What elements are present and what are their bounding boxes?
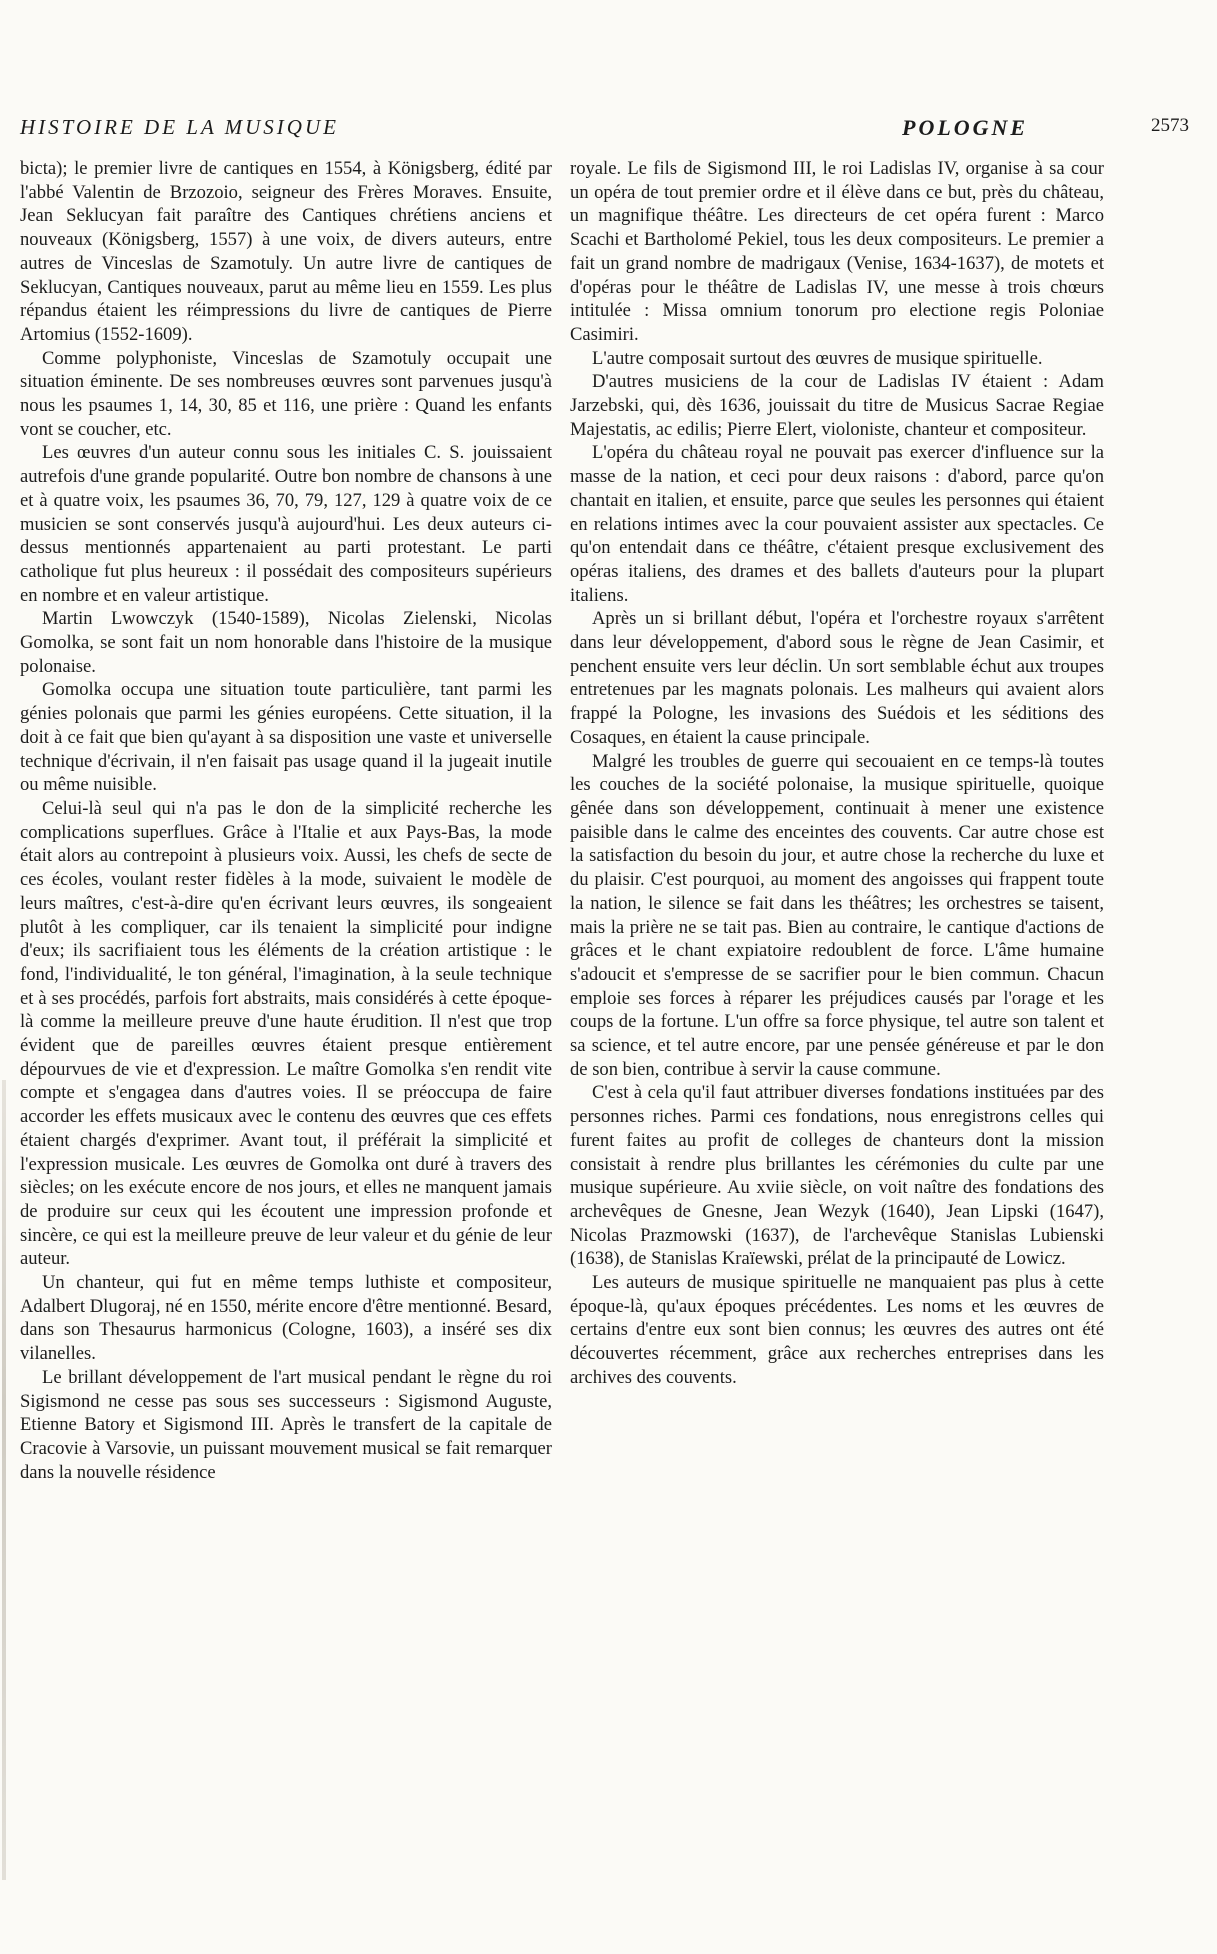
paragraph: bicta); le premier livre de cantiques en 1554, à Königsberg, édité par l'abbé Valentin de Brzozoio, seigneur des Frères Moraves. Ensuite, Jean Seklucyan fait paraître des Cantiques chrétiens anciens et nouveaux (Königsberg, 1557) à une voix, de divers auteurs, entre autres de Vinceslas de Szamotuly. Un autre livre de cantiques de Seklucyan, Cantiques nouveaux, parut au même lieu en 1559. Les plus répandus étaient les réimpressions du livre de cantiques de Pierre Artomius (1552-1609). <box>20 158 552 345</box>
paragraph: Comme polyphoniste, Vinceslas de Szamotuly occupait une situation éminente. De ses nombreuses œuvres sont parvenues jusqu'à nous les psaumes 1, 14, 30, 85 et 116, une prière : Quand les enfants vont se coucher, etc. <box>20 347 552 440</box>
section-title-header: POLOGNE <box>902 115 1029 140</box>
paragraph: L'opéra du château royal ne pouvait pas exercer d'influence sur la masse de la nation, et ceci pour deux raisons : d'abord, parce qu'on chantait en italien, et ensuite, parce que seules les personnes qui étaient en relations intimes avec la cour pouvaient assister aux spectacles. Ce qu'on entendait dans ce théâtre, c'étaient presque exclusivement des opéras italiens, des drames et des ballets d'auteurs pour la plupart italiens. <box>570 442 1104 606</box>
paragraph: Après un si brillant début, l'opéra et l'orchestre royaux s'arrêtent dans leur développement, d'abord sous le règne de Jean Casimir, et penchent ensuite vers leur déclin. Un sort semblable échut aux troupes entretenues par les magnats polonais. Les malheurs qui avaient alors frappé la Pologne, les invasions des Suédois et les séditions des Cosaques, en étaient la cause principale. <box>570 608 1104 748</box>
right-column <box>570 157 1104 1390</box>
left-column <box>20 157 552 1484</box>
paragraph: Un chanteur, qui fut en même temps luthiste et compositeur, Adalbert Dlugoraj, né en 1550, mérite encore d'être mentionné. Besard, dans son Thesaurus harmonicus (Cologne, 1603), a inséré ses dix vilanelles. <box>20 1272 552 1365</box>
book-title-header: HISTOIRE DE LA MUSIQUE <box>20 115 339 139</box>
paragraph: L'autre composait surtout des œuvres de musique spirituelle. <box>592 347 1043 369</box>
paragraph: Martin Lwowczyk (1540-1589), Nicolas Zielenski, Nicolas Gomolka, se sont fait un nom honorable dans l'histoire de la musique polonaise. <box>20 608 552 677</box>
paragraph: royale. Le fils de Sigismond III, le roi Ladislas IV, organise à sa cour un opéra de tout premier ordre et il élève dans ce but, près du château, un magnifique théâtre. Les directeurs de cet opéra furent : Marco Scachi et Bartholomé Pekiel, tous les deux compositeurs. Le premier a fait un grand nombre de madrigaux (Venise, 1634-1637), de motets et d'opéras pour le théâtre de Ladislas IV, une messe à trois chœurs intitulée : Missa omnium tonorum pro electione regis Poloniae Casimiri. <box>570 158 1104 345</box>
paragraph: D'autres musiciens de la cour de Ladislas IV étaient : Adam Jarzebski, qui, dès 1636, jouissait du titre de Musicus Sacrae Regiae Majestatis, ac edilis; Pierre Elert, violoniste, chanteur et compositeur. <box>570 371 1104 440</box>
paragraph: Les œuvres d'un auteur connu sous les initiales C. S. jouissaient autrefois d'une grande popularité. Outre bon nombre de chansons à une et à quatre voix, les psaumes 36, 70, 79, 127, 129 à quatre voix de ce musicien se sont conservés jusqu'à aujourd'hui. Les deux auteurs ci-dessus mentionnés appartenaient au parti protestant. Le parti catholique fut plus heureux : il possédait des compositeurs supérieurs en nombre et en valeur artistique. <box>20 442 552 606</box>
paragraph: Malgré les troubles de guerre qui secouaient en ce temps-là toutes les couches de la société polonaise, la musique spirituelle, quoique gênée dans son développement, continuait à mener une existence paisible dans le calme des enceintes des couvents. Car autre chose est la satisfaction du besoin du jour, et autre chose la recherche du luxe et du plaisir. C'est pourquoi, au moment des angoisses qui frappent toute la nation, le silence se fait dans les théâtres; les orchestres se taisent, mais la prière ne se tait pas. Bien au contraire, le cantique d'actions de grâces et le chant expiatoire redoublent de force. L'âme humaine s'adoucit et s'empresse de se sacrifier pour le bien commun. Chacun emploie ses forces à réparer les préjudices causés par l'orage et les coups de la fortune. L'un offre sa force physique, tel autre son talent et sa science, et tel autre encore, par une pensée généreuse et par le don de son bien, contribue à servir la cause commune. <box>570 750 1104 1080</box>
page-number: 2573 <box>1151 115 1189 136</box>
paragraph: Le brillant développement de l'art musical pendant le règne du roi Sigismond ne cesse pas sous ses successeurs : Sigismond Auguste, Etienne Batory et Sigismond III. Après le transfert de la capitale de Cracovie à Varsovie, un puissant mouvement musical se fait remarquer dans la nouvelle résidence <box>20 1366 552 1483</box>
paragraph: Gomolka occupa une situation toute particulière, tant parmi les génies polonais que parmi les génies européens. Cette situation, il la doit à ce fait que bien qu'ayant à sa disposition une vaste et universelle technique d'écrivain, il n'en faisait pas usage quand il la jugeait inutile ou même nuisible. <box>20 679 552 796</box>
running-header <box>20 115 1189 145</box>
paragraph: Les auteurs de musique spirituelle ne manquaient pas plus à cette époque-là, qu'aux époques précédentes. Les noms et les œuvres de certains d'entre eux sont bien connus; les œuvres des autres ont été découvertes récemment, grâce aux recherches entreprises dans les archives des couvents. <box>570 1272 1104 1388</box>
scan-margin-shadow <box>2 1080 6 1880</box>
paragraph: Celui-là seul qui n'a pas le don de la simplicité recherche les complications superflues. Grâce à l'Italie et aux Pays-Bas, la mode était alors au contrepoint à plusieurs voix. Aussi, les chefs de secte de ces écoles, voulant rester fidèles à la mode, suivaient le modèle de leurs maîtres, c'est-à-dire qu'en écrivant leurs œuvres, ils songeaient plutôt à les compliquer, car ils tenaient la simplicité pour indigne d'eux; ils sacrifiaient tous les éléments de la création artistique : le fond, l'individualité, le ton général, l'imagination, à la seule technique et à ses procédés, parfois fort abstraits, mais considérés à cette époque-là comme la meilleure preuve d'une haute érudition. Il n'est que trop évident que de pareilles œuvres étaient presque entièrement dépourvues de vie et d'expression. Le maître Gomolka s'en rendit vite compte et s'engagea dans d'autres voies. Il se préoccupa de faire accorder les effets musicaux avec le contenu des œuvres que ces effets étaient chargés d'exprimer. Avant tout, il préférait la simplicité et l'expression musicale. Les œuvres de Gomolka ont duré à travers des siècles; on les exécute encore de nos jours, et elles ne manquent jamais de produire sur ceux qui les écoutent une impression profonde et sincère, ce qui est la meilleure preuve de leur valeur et du génie de leur auteur. <box>20 797 552 1270</box>
paragraph: C'est à cela qu'il faut attribuer diverses fondations instituées par des personnes riches. Parmi ces fondations, nous enregistrons celles qui furent faites au profit de colleges de chanteurs dont la mission consistait à rendre plus brillantes les cérémonies du culte par une musique supérieure. Au xviie siècle, on voit naître des fondations des archevêques de Gnesne, Jean Wezyk (1640), Jean Lipski (1647), Nicolas Prazmowski (1637), de l'archevêque Stanislas Lubienski (1638), de Stanislas Kraïewski, prélat de la principauté de Lowicz. <box>570 1082 1104 1270</box>
